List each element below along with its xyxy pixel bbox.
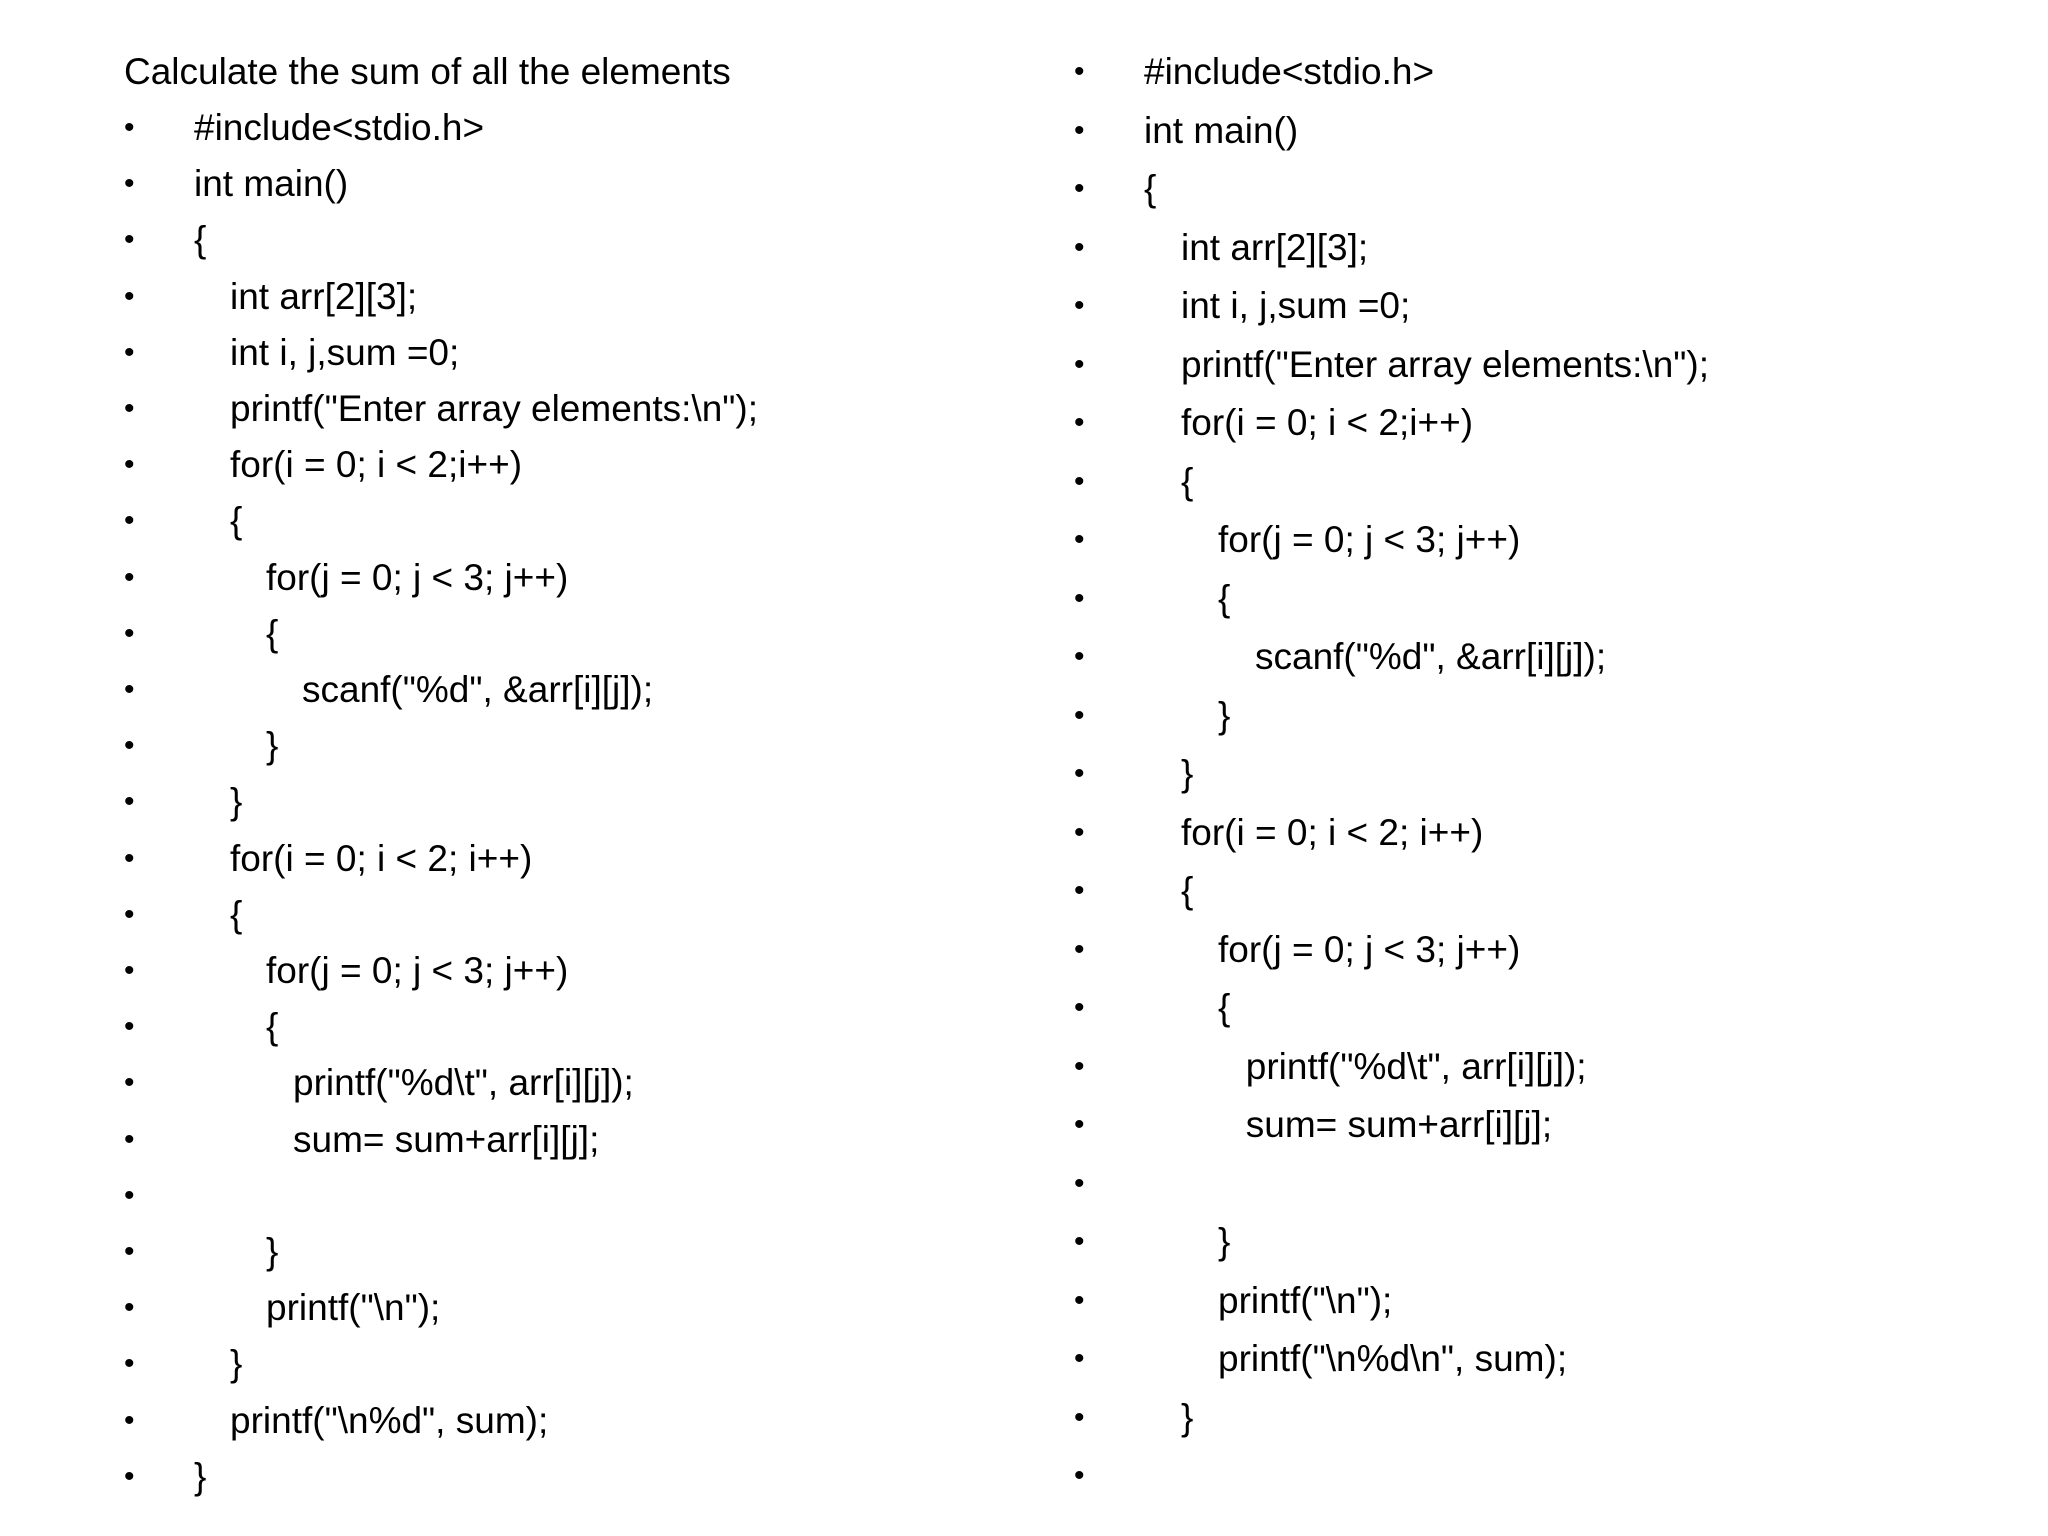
- code-line: [0, 721, 980, 771]
- code-line: [1030, 1100, 2030, 1150]
- code-line: [1030, 106, 2030, 156]
- code-text: }: [1181, 753, 1194, 794]
- code-text: int arr[2][3];: [1181, 226, 1369, 268]
- code-text: printf("Enter array elements:\n");: [1181, 343, 1710, 385]
- bullet-icon: •: [1074, 1108, 1085, 1141]
- code-text: {: [1218, 987, 1231, 1028]
- code-line: [0, 1396, 980, 1446]
- code-line: [1030, 574, 2030, 624]
- code-line: [1030, 281, 2030, 331]
- code-text: }: [230, 781, 243, 823]
- bullet-icon: •: [1074, 172, 1085, 205]
- code-text: }: [230, 1343, 243, 1385]
- code-line: [1030, 1042, 2030, 1092]
- code-text: int arr[2][3];: [230, 275, 418, 317]
- code-text: }: [266, 1231, 279, 1272]
- slide-heading: Calculate the sum of all the elements: [124, 51, 731, 92]
- bullet-icon: •: [1074, 289, 1085, 322]
- bullet-icon: •: [124, 223, 135, 257]
- bullet-icon: •: [124, 111, 135, 144]
- code-line: [1030, 223, 2030, 273]
- code-line: [0, 384, 980, 434]
- bullet-icon: •: [124, 785, 135, 819]
- code-line: [1030, 1451, 2030, 1501]
- code-text: for(j = 0; j < 3; j++): [266, 556, 569, 598]
- bullet-icon: •: [124, 167, 135, 201]
- bullet-icon: •: [1074, 581, 1085, 615]
- code-text: }: [1181, 1396, 1194, 1438]
- code-line: [1030, 866, 2030, 916]
- code-line: [1030, 808, 2030, 858]
- code-line: [1030, 983, 2030, 1033]
- bullet-icon: •: [1074, 1225, 1085, 1258]
- bullet-icon: •: [124, 1403, 135, 1437]
- code-line: [1030, 691, 2030, 741]
- bullet-icon: •: [1074, 113, 1085, 147]
- code-text: int i, j,sum =0;: [230, 331, 460, 373]
- bullet-icon: •: [124, 1235, 135, 1268]
- bullet-icon: •: [124, 616, 135, 650]
- code-line: [0, 834, 980, 884]
- code-line: [1030, 749, 2030, 799]
- code-line: [0, 496, 980, 546]
- code-text: }: [1218, 1221, 1231, 1262]
- bullet-icon: •: [1074, 815, 1085, 849]
- code-text: {: [1144, 168, 1157, 209]
- code-text: {: [266, 1006, 279, 1048]
- code-text: {: [1181, 460, 1194, 502]
- bullet-icon: •: [1074, 757, 1085, 790]
- code-line: [0, 1115, 980, 1165]
- code-text: }: [194, 1455, 207, 1497]
- code-line: [1030, 1393, 2030, 1443]
- code-line: [1030, 340, 2030, 390]
- bullet-icon: •: [1074, 1400, 1085, 1434]
- bullet-icon: •: [1074, 464, 1085, 498]
- bullet-icon: •: [124, 729, 135, 763]
- code-text: }: [266, 725, 279, 767]
- code-text: #include<stdio.h>: [194, 107, 485, 148]
- code-line: [1030, 398, 2030, 448]
- code-line: [0, 1058, 980, 1108]
- code-line: [0, 1002, 980, 1052]
- code-text: printf("\n%d", sum);: [230, 1399, 549, 1441]
- code-text: for(i = 0; i < 2;i++): [1181, 402, 1474, 443]
- bullet-icon: •: [1074, 523, 1085, 556]
- code-text: printf("%d\t", arr[i][j]);: [1245, 1045, 1587, 1087]
- code-text: for(j = 0; j < 3; j++): [1218, 519, 1521, 560]
- code-line: [0, 159, 980, 209]
- code-text: {: [1181, 870, 1194, 911]
- bullet-icon: •: [124, 1010, 135, 1044]
- code-text: int main(): [194, 163, 349, 205]
- code-text: {: [230, 893, 243, 935]
- code-line: [0, 440, 980, 490]
- code-line: [0, 1283, 980, 1333]
- code-line: [1030, 632, 2030, 682]
- code-text: for(j = 0; j < 3; j++): [266, 950, 569, 991]
- code-text: scanf("%d", &arr[i][j]);: [302, 669, 654, 710]
- code-line: [0, 328, 980, 378]
- bullet-icon: •: [1074, 640, 1085, 673]
- code-line: [1030, 1334, 2030, 1384]
- bullet-icon: •: [124, 1459, 135, 1493]
- bullet-icon: •: [1074, 1459, 1085, 1492]
- code-text: for(j = 0; j < 3; j++): [1218, 928, 1521, 970]
- bullet-icon: •: [1074, 874, 1085, 907]
- code-text: for(i = 0; i < 2; i++): [1181, 811, 1484, 853]
- bullet-icon: •: [124, 1347, 135, 1381]
- code-text: {: [266, 612, 279, 654]
- code-line: [0, 553, 980, 603]
- bullet-icon: •: [124, 841, 135, 875]
- code-line: [1030, 47, 2030, 97]
- code-line: [0, 946, 980, 996]
- code-text: printf("%d\t", arr[i][j]);: [293, 1062, 634, 1104]
- bullet-icon: •: [124, 448, 135, 482]
- code-line: [0, 890, 980, 940]
- code-line: [1030, 1276, 2030, 1326]
- bullet-icon: •: [124, 1122, 135, 1156]
- code-line: [1030, 515, 2030, 565]
- code-text: printf("Enter array elements:\n");: [230, 388, 759, 429]
- bullet-icon: •: [1074, 1283, 1085, 1317]
- bullet-icon: •: [1074, 1166, 1085, 1200]
- code-line: [0, 1171, 980, 1221]
- code-text: }: [1218, 694, 1231, 736]
- code-text: sum= sum+arr[i][j];: [1245, 1104, 1553, 1145]
- code-text: scanf("%d", &arr[i][j]);: [1255, 636, 1607, 677]
- code-line: [0, 215, 980, 265]
- code-line: [1030, 1159, 2030, 1209]
- code-text: #include<stdio.h>: [1144, 51, 1435, 92]
- code-text: for(i = 0; i < 2; i++): [230, 837, 533, 879]
- bullet-icon: •: [1074, 698, 1085, 732]
- code-line: [0, 1339, 980, 1389]
- code-text: {: [194, 219, 207, 261]
- bullet-icon: •: [1074, 991, 1085, 1024]
- bullet-icon: •: [1074, 932, 1085, 966]
- code-text: sum= sum+arr[i][j];: [293, 1118, 600, 1160]
- code-line: [0, 1227, 980, 1277]
- bullet-icon: •: [124, 1178, 135, 1212]
- bullet-icon: •: [124, 392, 135, 425]
- code-text: printf("\n");: [1218, 1279, 1393, 1321]
- code-text: printf("\n%d\n", sum);: [1218, 1338, 1568, 1379]
- code-text: printf("\n");: [266, 1287, 441, 1329]
- bullet-icon: •: [124, 1291, 135, 1325]
- bullet-icon: •: [124, 1066, 135, 1100]
- bullet-icon: •: [124, 279, 135, 313]
- code-line: [1030, 164, 2030, 214]
- code-text: int main(): [1144, 109, 1299, 151]
- code-text: for(i = 0; i < 2;i++): [230, 444, 523, 486]
- code-line: [1030, 457, 2030, 507]
- bullet-icon: •: [124, 673, 135, 706]
- code-text: {: [230, 500, 243, 542]
- bullet-icon: •: [1074, 230, 1085, 264]
- code-line: [0, 777, 980, 827]
- code-line: [0, 609, 980, 659]
- bullet-icon: •: [1074, 1049, 1085, 1083]
- code-text: int i, j,sum =0;: [1181, 285, 1411, 326]
- code-text: {: [1218, 577, 1231, 619]
- bullet-icon: •: [124, 560, 135, 594]
- code-line: [0, 272, 980, 322]
- bullet-icon: •: [124, 897, 135, 931]
- bullet-icon: •: [1074, 406, 1085, 439]
- bullet-icon: •: [1074, 347, 1085, 381]
- code-line: [1030, 1217, 2030, 1267]
- bullet-icon: •: [124, 954, 135, 987]
- code-line: [0, 103, 980, 153]
- code-line: [0, 665, 980, 715]
- bullet-icon: •: [124, 335, 135, 369]
- code-line: [0, 1452, 980, 1502]
- bullet-icon: •: [1074, 1342, 1085, 1375]
- bullet-icon: •: [1074, 55, 1085, 88]
- bullet-icon: •: [124, 504, 135, 538]
- code-line: [1030, 925, 2030, 975]
